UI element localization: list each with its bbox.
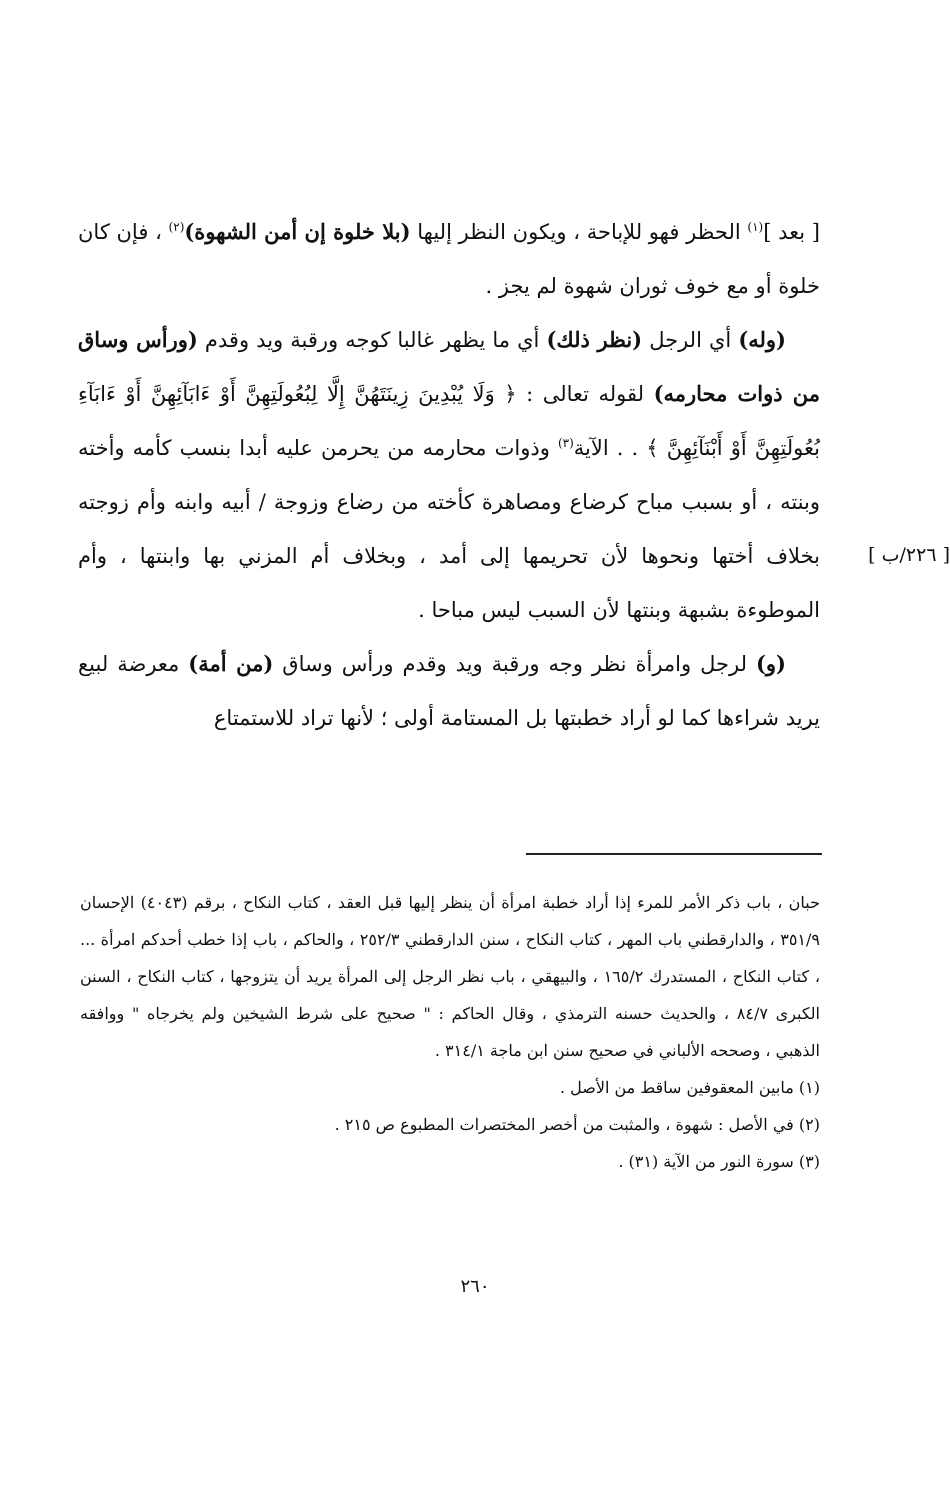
footnotes [80,884,820,1180]
main-text [78,205,820,745]
bold-matn: (ورأس وساق من ذوات محارمه) [78,327,820,406]
footnote-2: (٢) في الأصل : شهوة ، والمثبت من أخصر المختصرات المطبوع ص ٢١٥ . [334,1115,820,1134]
bold-matn: (نظر ذلك) [546,327,643,352]
footnote-separator [526,853,822,855]
paragraph-1 [78,205,820,313]
paragraph-2-text: أي ما يظهر غالبا كوجه ورقبة ويد وقدم [197,328,547,352]
footnote-ref-3: (٣) [557,436,574,450]
footnote-3: (٣) سورة النور من الآية (٣١) . [618,1152,820,1171]
paragraph-1-text: الحظر فهو للإباحة ، ويكون النظر إليها [410,220,748,244]
footnote-1: (١) مابين المعقوفين ساقط من الأصل . [559,1078,820,1097]
paragraph-3 [78,637,820,745]
page-number: ٢٦٠ [460,1276,490,1297]
footnote-continuation: حبان ، باب ذكر الأمر للمرء إذا أراد خطبة امرأة أن ينظر إليها قبل العقد ، كتاب النكاح ، برقم (٤٠٤٣) الإحسان ٣٥١/٩ ، والدارقطني باب المهر ، كتاب النكاح ، سنن الدارقطني ٢٥٢/٣ ، والحاكم ، باب إذا خطب أحدكم امرأة ... ، كتاب النكاح ، المستدرك ١٦٥/٢ ، والبيهقي ، باب نظر الرجل إلى المرأة يريد أن يتزوجها ، كتاب النكاح ، السنن الكبرى ٨٤/٧ ، والحديث حسنه الترمذي ، وقال الحاكم : " صحيح على شرط الشيخين ولم يخرجاه " ووافقه الذهبي ، وصححه الألباني في صحيح سنن ابن ماجة ٣١٤/١ . [80,893,821,1060]
paragraph-2-text: أي الرجل [642,328,739,352]
paragraph-1-text: ، فإن كان خلوة أو مع خوف ثوران شهوة لم يجز . [78,220,820,298]
bold-matn: (و) [755,651,786,676]
bold-matn: (وله) [738,327,786,352]
paragraph-3-text: لرجل وامرأة نظر وجه ورقبة ويد وقدم ورأس وساق [273,652,756,676]
manuscript-folio-marker: [ ٢٢٦/ب ] [868,544,950,566]
bold-matn: (من أمة) [188,651,274,676]
paragraph-1-text: [ بعد ] [763,220,820,244]
paragraph-2 [78,313,820,637]
footnote-ref-1: (١) [747,220,764,234]
bold-matn: (بلا خلوة إن أمن الشهوة) [184,219,411,244]
paragraph-3-text: معرضة لبيع يريد شراءها كما لو أراد خطبتها بل المستامة أولى ؛ لأنها تراد للاستمتاع [78,652,820,730]
paragraph-2-text: وذوات محارمه من يحرمن عليه أبدا بنسب كأمه وأخته وبنته ، أو بسبب مباح كرضاع ومصاهرة كأخته من رضاع وزوجة / أبيه وابنه وأم زوجته بخلاف أختها ونحوها لأن تحريمها إلى أمد ، وبخلاف أم المزني بها وابنتها ، وأم الموطوءة بشبهة وبنتها لأن السبب ليس مباحا . [78,436,820,622]
footnote-ref-2: (٢) [168,220,185,234]
quran-verse-text: لقوله تعالى : ﴿ وَلَا يُبْدِينَ زِينَتَهُنَّ إِلَّا لِبُعُولَتِهِنَّ أَوْ ءَابَآئِهِنَّ أَوْ ءَابَآءِ بُعُولَتِهِنَّ أَوْ أَبْنَآئِهِنَّ ﴾ . . الآية [78,382,821,460]
